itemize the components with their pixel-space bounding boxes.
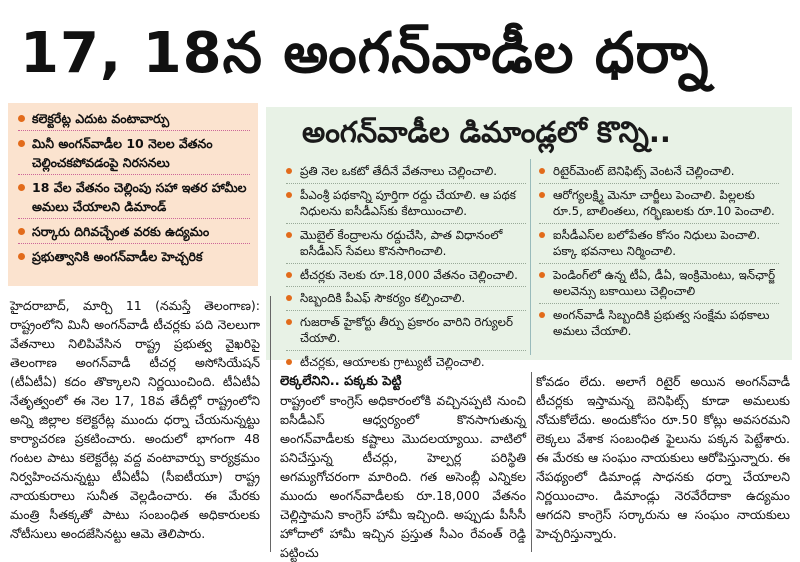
article-column-2 bbox=[280, 372, 526, 562]
demands-box bbox=[266, 107, 792, 369]
summary-points-box bbox=[8, 103, 258, 286]
divider bbox=[18, 174, 250, 176]
demand-item: ఆరోగ్యలక్ష్మి మెనూ చార్జీలు పెంచాలి. పిల్లలకు రూ.5, బాలింతలు, గర్భిణులకు రూ.10 పెంచాలి. bbox=[539, 187, 779, 224]
column-rule bbox=[531, 372, 532, 552]
demands-right-column bbox=[539, 163, 779, 346]
demands-title: అంగన్‌వాడీల డిమాండ్లలో కొన్ని.. bbox=[302, 115, 671, 149]
article-body: రాష్ట్రంలో కాంగ్రెస్ అధికారంలోకి వచ్చినప్పటి నుంచి ఐసీడీఎస్ ఆధ్వర్యంలో కొనసాగుతున్న అంగన్‌వాడీలకు కష్టాలు మొదలయ్యాయి. వాటిలో పనిచేస్తున్న టీచర్లు, హెల్పర్ల పరిస్థితి అగమ్యగోచరంగా మారింది. గత అసెంబ్లీ ఎన్నికల ముందు అంగన్‌వాడీలకు రూ.18,000 వేతనం చెల్లిస్తామని కాంగ్రెస్ హామీ ఇచ్చింది. అప్పుడు పీసీసీ హోదాలో హామీ ఇచ్చిన ప్రస్తుత సీఎం రేవంత్ రెడ్డి పట్టించు bbox=[280, 393, 526, 560]
article-subheading: లెక్కలేనిని.. పక్కకు పెట్టి bbox=[280, 374, 402, 389]
summary-point: సర్కారు దిగివచ్చేంత వరకు ఉద్యమం bbox=[18, 222, 250, 241]
summary-point: కలెక్టరేట్ల ఎదుట వంటావార్పు bbox=[18, 109, 250, 128]
column-rule bbox=[270, 296, 271, 552]
headline: 17, 18న అంగన్‌వాడీల ధర్నా bbox=[20, 21, 710, 86]
demand-item: ఐసీడీఎస్‌ల బలోపేతం కోసం నిధులు పెంచాలి. పక్కా భవనాలు నిర్మించాలి. bbox=[539, 227, 779, 264]
divider bbox=[18, 218, 250, 220]
demand-item: టీచర్లకు, ఆయాలకు గ్రాట్యుటీ చెల్లించాలి. bbox=[286, 354, 526, 374]
demand-item: గుజరాత్ హైకోర్టు తీర్పు ప్రకారం వారిని రెగ్యులర్ చేయాలి. bbox=[286, 314, 526, 351]
divider bbox=[18, 130, 250, 132]
demand-item: సిబ్బందికి పీఎఫ్ సౌకర్యం కల్పించాలి. bbox=[286, 290, 526, 311]
column-divider bbox=[530, 159, 531, 355]
article-column-3: కోవడం లేదు. అలాగే రిటైర్ అయిన అంగన్‌వాడీ టీచర్లకు ఇస్తామన్న బెనిఫిట్స్ కూడా అమలుకు నోచుకోలేదు. అందుకోసం రూ.50 కోట్లు అవసరమని లెక్కలు వేశాక సంబంధిత ఫైలును పక్కన పెట్టేశారు. ఈ మేరకు ఆ సంఘం నాయకులు ఆరోపిస్తున్నారు. ఈ నేపథ్యంలో డిమాండ్ల సాధనకు ధర్నా చేయాలని నిర్ణయించాం. డిమాండ్లు నెరవేరేదాకా ఉద్యమం ఆగదని కాంగ్రెస్ సర్కారును ఆ సంఘం నాయకులు హెచ్చరిస్తున్నారు. bbox=[536, 374, 790, 541]
divider bbox=[18, 243, 250, 245]
article-column-1: హైదరాబాద్, మార్చి 11 (నమస్తే తెలంగాణ): రాష్ట్రంలోని మినీ అంగన్‌వాడీ టీచర్లకు పది నెలలుగా వేతనాలు నిలిపివేసిన రాష్ట్ర ప్రభుత్వ వైఖరిపై తెలంగాణ అంగన్‌వాడీ టీచర్ల అసోసియేషన్ (టీఏటీఏ) కదం తొక్కాలని నిర్ణయించింది. టీఏటీఏ నేతృత్వంలో ఈ నెల 17, 18వ తేదీల్లో రాష్ట్రంలోని అన్ని జిల్లాల కలెక్టరేట్ల ముందు ధర్నా చేయనున్నట్టు కార్యాచరణ ప్రకటించారు. అందులో భాగంగా 48 గంటల పాటు కలెక్టరేట్ల వద్ద వంటావార్పు కార్యక్రమం నిర్వహించనున్నట్టు టీఏటీఏ (సీఐటీయూ) రాష్ట్ర నాయకురాలు సునీత వెల్లడించారు. ఈ మేరకు మంత్రి సీతక్కతో పాటు సంబంధిత అధికారులకు నోటీసులు అందజేసినట్టు ఆమె తెలిపారు. bbox=[10, 298, 260, 541]
demand-item: పెండింగ్‌లో ఉన్న టీఏ, డీఏ, ఇంక్రిమెంటు, ఇన్‌ఛార్జ్ అలవెన్సు బకాయిలు చెల్లించాలి bbox=[539, 267, 779, 304]
demand-item: రిటైర్‌మెంట్ బెనిఫిట్స్ వెంటనే చెల్లించాలి. bbox=[539, 163, 779, 184]
demand-item: ప్రతి నెల ఒకటో తేదీనే వేతనాలు చెల్లించాలి. bbox=[286, 163, 526, 184]
demand-item: అంగన్‌వాడీ సిబ్బందికి ప్రభుత్వ సంక్షేమ పథకాలు అమలు చేయాలి. bbox=[539, 307, 779, 343]
summary-point: 18 వేల వేతనం చెల్లింపు సహా ఇతర హామీల అమలు చేయాలని డిమాండ్ bbox=[18, 178, 250, 216]
demand-item: టీచర్లకు నెలకు రూ.18,000 వేతనం చెల్లించాలి. bbox=[286, 267, 526, 288]
demand-item: పీఎంశ్రీ పథకాన్ని పూర్తిగా రద్దు చేయాలి. ఆ పథక నిధులను ఐసీడీఎస్‌కు కేటాయించాలి. bbox=[286, 187, 526, 224]
summary-point: ప్రభుత్వానికి అంగన్‌వాడీల హెచ్చరిక bbox=[18, 247, 250, 266]
demand-item: మొబైల్ కేంద్రాలను రద్దుచేసి, పాత విధానంలో ఐసీడీఎస్ సేవలు కొనసాగించాలి. bbox=[286, 227, 526, 264]
demands-left-column bbox=[286, 163, 526, 376]
summary-point: మినీ అంగన్‌వాడీల 10 నెలల వేతనం చెల్లించకపోవడంపై నిరసనలు bbox=[18, 134, 250, 172]
